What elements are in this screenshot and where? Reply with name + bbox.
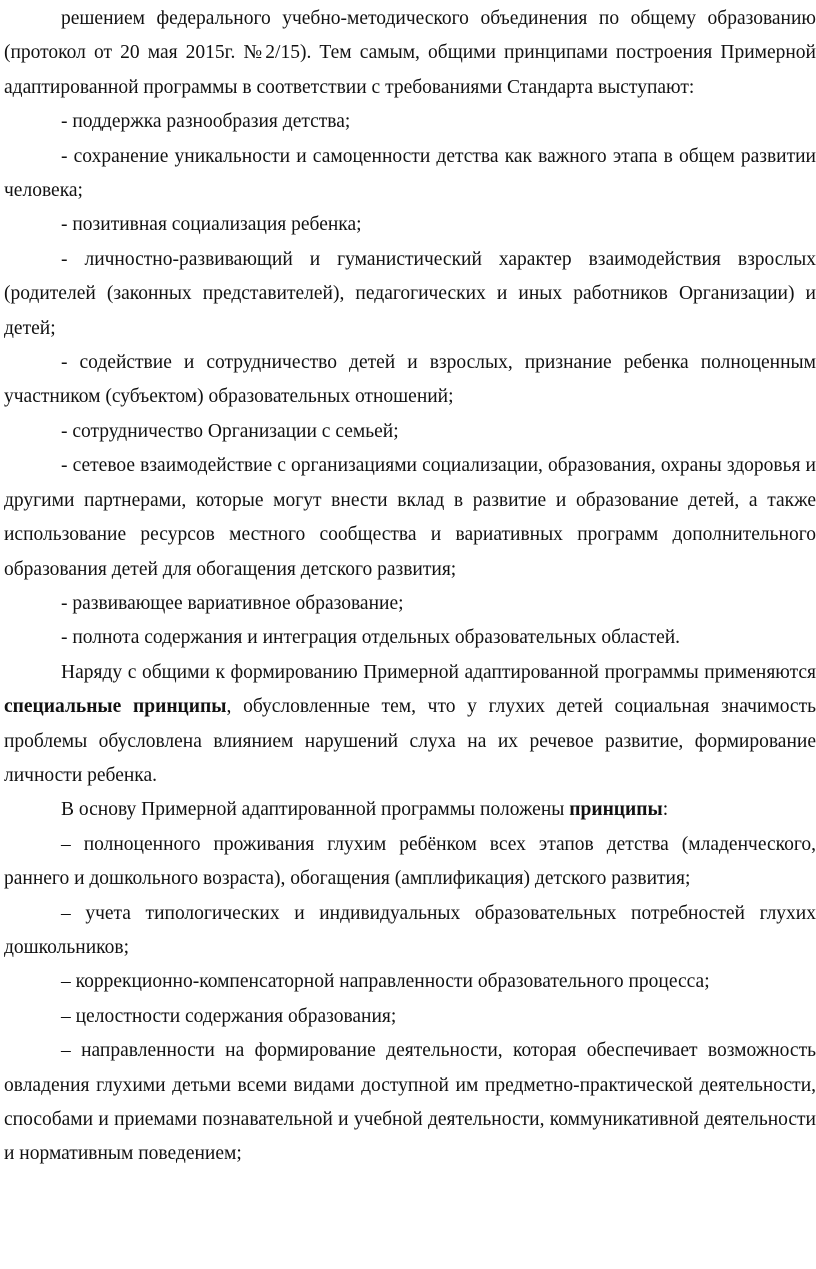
principle-item: – целостности содержания образования; <box>61 1005 397 1027</box>
paragraph-special-principles <box>4 656 816 794</box>
principle-item: – коррекционно-компенсаторной направленности образовательного процесса; <box>61 971 710 993</box>
special-principles-bold: специальные принципы <box>4 696 227 718</box>
list-item: - сотрудничество Организации с семьей; <box>61 420 399 442</box>
list-item: - полнота содержания и интеграция отдельных образовательных областей. <box>61 627 681 649</box>
list-item: - личностно-развивающий и гуманистический характер взаимодействия взрослых (родителей (законных представителей), педагогических и иных работников Организации) и детей; <box>4 248 816 339</box>
principles-text-before: В основу Примерной адаптированной программы положены <box>61 799 570 821</box>
special-text-after: , обусловленные тем, что у глухих детей социальная значимость проблемы обусловлена влиянием нарушений слуха на их речевое развитие, формирование личности ребенка. <box>4 696 816 786</box>
paragraph-principles-intro <box>4 793 816 827</box>
paragraph-intro: решением федерального учебно-методического объединения по общему образованию (протокол от 20 мая 2015г. №2/15). Тем самым, общими принципами построения Примерной адаптированной программы в соответствии с требованиями Стандарта выступают: <box>4 8 816 98</box>
principle-item: – направленности на формирование деятельности, которая обеспечивает возможность овладения глухими детьми всеми видами доступной им предметно-практической деятельности, способами и приемами познавательной и учебной деятельности, коммуникативной деятельности и нормативным поведением; <box>4 1040 816 1165</box>
list-item: - содействие и сотрудничество детей и взрослых, признание ребенка полноценным участником (субъектом) образовательных отношений; <box>4 352 816 408</box>
list-item: - сетевое взаимодействие с организациями социализации, образования, охраны здоровья и другими партнерами, которые могут внести вклад в развитие и образование детей, а также использование ресурсов местного сообщества и вариативных программ дополнительного образования детей для обогащения детского развития; <box>4 455 816 580</box>
list-item: - позитивная социализация ребенка; <box>61 214 362 236</box>
list-item: - сохранение уникальности и самоценности детства как важного этапа в общем развитии человека; <box>4 145 816 202</box>
list-item: - поддержка разнообразия детства; <box>61 111 351 133</box>
special-text-before: Наряду с общими к формированию Примерной адаптированной программы применяются <box>61 661 816 683</box>
principles-text-after: : <box>662 799 669 821</box>
list-item: - развивающее вариативное образование; <box>61 592 404 614</box>
principle-item: – учета типологических и индивидуальных образовательных потребностей глухих дошкольников; <box>4 902 816 958</box>
principle-item: – полноценного проживания глухим ребёнком всех этапов детства (младенческого, раннего и дошкольного возраста), обогащения (амплификация) детского развития; <box>4 833 816 890</box>
principles-bold: принципы <box>569 799 663 821</box>
